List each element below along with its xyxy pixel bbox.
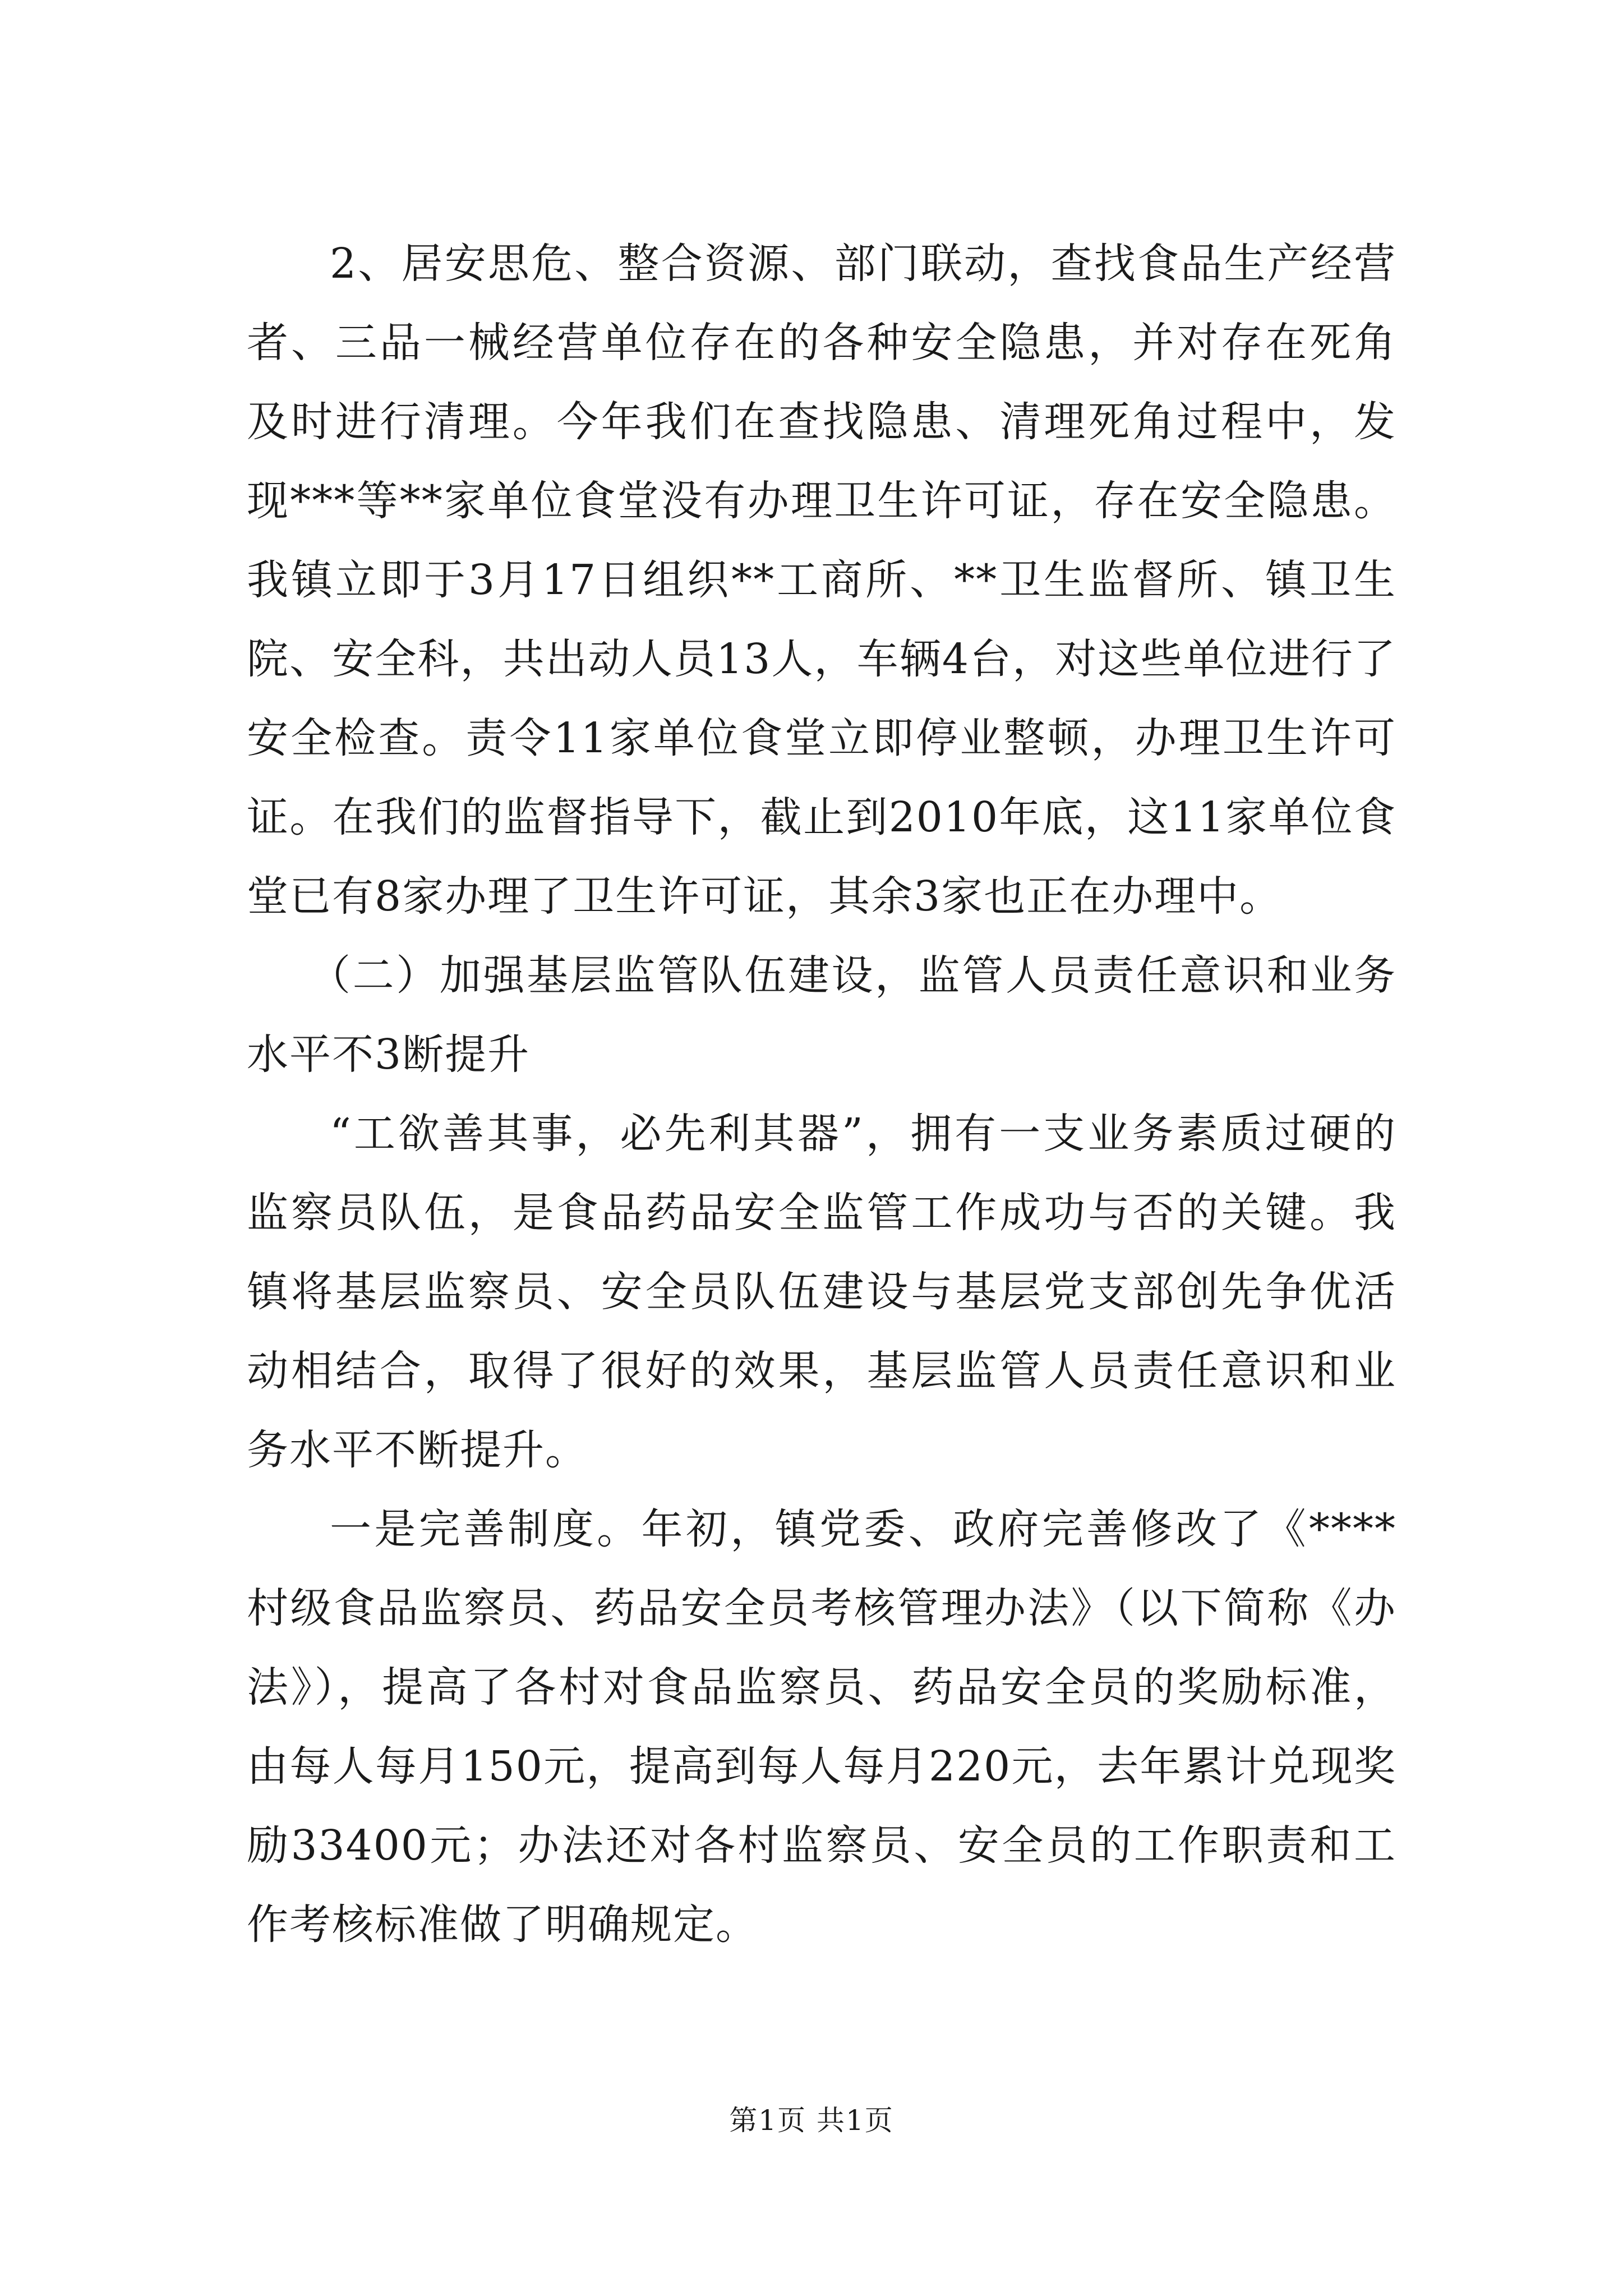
paragraph-team-quality: “工欲善其事，必先利其器”，拥有一支业务素质过硬的监察员队伍，是食品药品安全监管工作成功与否的关键。我镇将基层监察员、安全员队伍建设与基层党支部创先争优活动相结合，取得了很好的效果，基层监管人员责任意识和业务水平不断提升。 xyxy=(247,1110,1396,1474)
paragraph-hazard-check: 2、居安思危、整合资源、部门联动，查找食品生产经营者、三品一械经营单位存在的各种安全隐患，并对存在死角及时进行清理。今年我们在查找隐患、清理死角过程中，发现***等**家单位食堂没有办理卫生许可证，存在安全隐患。我镇立即于3月17日组织**工商所、**卫生监督所、镇卫生院、安全科，共出动人员13人，车辆4台，对这些单位进行了安全检查。责令11家单位食堂立即停业整顿，办理卫生许可证。在我们的监督指导下，截止到2010年底，这11家单位食堂已有8家办理了卫生许可证，其余3家也正在办理中。 xyxy=(247,240,1396,921)
document-body xyxy=(247,224,1396,1964)
paragraph-improve-system: 一是完善制度。年初，镇党委、政府完善修改了《****村级食品监察员、药品安全员考核管理办法》（以下简称《办法》），提高了各村对食品监察员、药品安全员的奖励标准，由每人每月150元，提高到每人每月220元，去年累计兑现奖励33400元；办法还对各村监察员、安全员的工作职责和工作考核标准做了明确规定。 xyxy=(247,1505,1396,1949)
section-heading-team-building: （二）加强基层监管队伍建设，监管人员责任意识和业务水平不3断提升 xyxy=(247,951,1396,1079)
page-footer: 第1页 共1页 xyxy=(729,2104,894,2137)
